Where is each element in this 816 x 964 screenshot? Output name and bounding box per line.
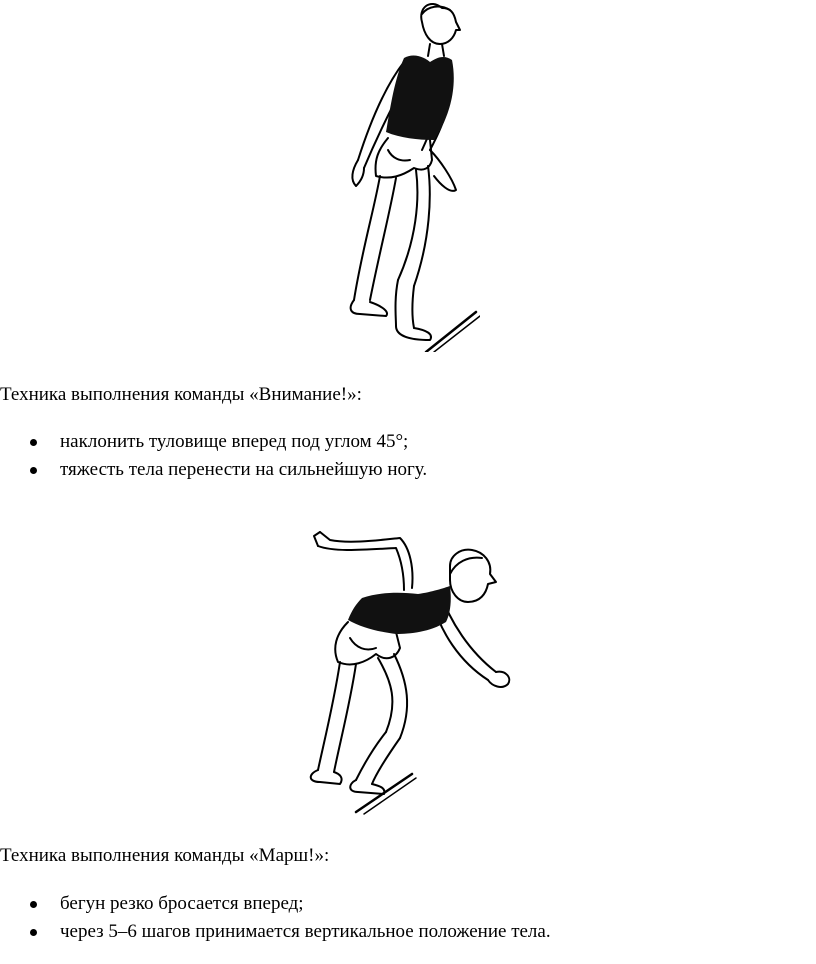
bullet-icon xyxy=(30,467,37,474)
list-item xyxy=(0,428,427,456)
illustration-march-position xyxy=(300,522,520,822)
list-item-text: через 5–6 шагов принимается вертикальное положение тела. xyxy=(60,921,551,942)
heading-attention-command: Техника выполнения команды «Внимание!»: xyxy=(0,384,362,405)
bullet-icon xyxy=(30,901,37,908)
list-item-text: наклонить туловище вперед под углом 45°; xyxy=(60,431,409,452)
list-item xyxy=(0,456,427,484)
illustration-attention-position xyxy=(330,0,480,352)
bullet-icon xyxy=(30,439,37,446)
list-item xyxy=(0,890,551,918)
attention-bullet-list xyxy=(0,428,427,484)
list-item-text: бегун резко бросается вперед; xyxy=(60,893,304,914)
march-bullet-list xyxy=(0,890,551,946)
list-item xyxy=(0,918,551,946)
bullet-icon xyxy=(30,929,37,936)
heading-march-command: Техника выполнения команды «Марш!»: xyxy=(0,845,330,866)
list-item-text: тяжесть тела перенести на сильнейшую ногу. xyxy=(60,459,428,480)
